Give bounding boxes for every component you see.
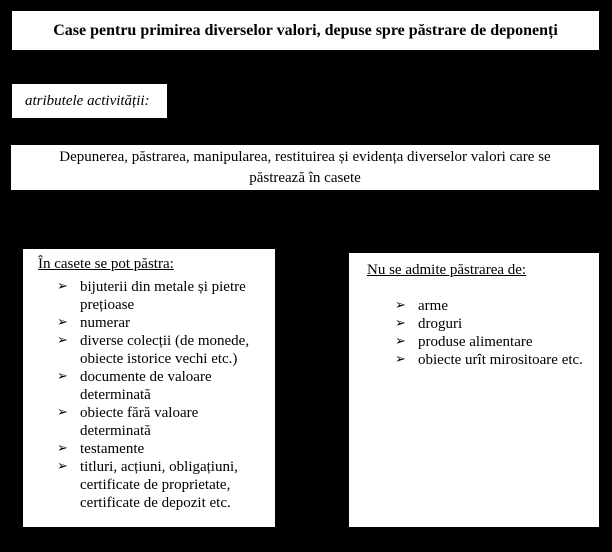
list-item bbox=[38, 458, 267, 512]
list-item bbox=[38, 314, 267, 332]
allowed-items-list bbox=[38, 278, 267, 512]
arrow-bullet-icon: ➢ bbox=[57, 369, 68, 384]
list-item-text: droguri bbox=[418, 316, 463, 332]
list-item-text: obiecte urît mirositoare etc. bbox=[418, 352, 583, 368]
list-item-text: testamente bbox=[80, 441, 145, 457]
arrow-bullet-icon: ➢ bbox=[57, 279, 68, 294]
forbidden-items-box bbox=[349, 253, 599, 527]
description-box bbox=[11, 145, 599, 190]
arrow-bullet-icon: ➢ bbox=[57, 333, 68, 348]
arrow-bullet-icon: ➢ bbox=[57, 441, 68, 456]
attribute-label-text: atributele activității: bbox=[25, 92, 150, 109]
list-item bbox=[38, 332, 267, 368]
list-item bbox=[38, 404, 267, 440]
list-item bbox=[367, 297, 591, 315]
list-item-text: documente de valoare determinată bbox=[80, 369, 212, 403]
list-item-text: arme bbox=[418, 298, 448, 314]
title-text: Case pentru primirea diverselor valori, depuse spre păstrare de deponenți bbox=[53, 21, 558, 39]
arrow-bullet-icon: ➢ bbox=[395, 298, 406, 313]
arrow-bullet-icon: ➢ bbox=[395, 316, 406, 331]
forbidden-items-heading: Nu se admite păstrarea de: bbox=[367, 262, 527, 278]
list-item bbox=[38, 440, 267, 458]
arrow-bullet-icon: ➢ bbox=[395, 352, 406, 367]
list-item bbox=[38, 368, 267, 404]
list-item-text: obiecte fără valoare determinată bbox=[80, 405, 199, 439]
list-item-text: produse alimentare bbox=[418, 334, 533, 350]
list-item bbox=[38, 278, 267, 314]
allowed-items-heading: În casete se pot păstra: bbox=[38, 256, 174, 272]
arrow-bullet-icon: ➢ bbox=[57, 315, 68, 330]
list-item bbox=[367, 333, 591, 351]
allowed-items-box bbox=[23, 249, 275, 527]
list-item bbox=[367, 351, 591, 369]
attribute-label-box bbox=[12, 84, 167, 118]
arrow-bullet-icon: ➢ bbox=[395, 334, 406, 349]
list-item-text: numerar bbox=[80, 315, 130, 331]
list-item bbox=[367, 315, 591, 333]
list-item-text: bijuterii din metale și pietre prețioase bbox=[80, 279, 246, 313]
arrow-bullet-icon: ➢ bbox=[57, 459, 68, 474]
list-item-text: titluri, acțiuni, obligațiuni, certificate de proprietate, certificate de depozit etc. bbox=[80, 459, 238, 511]
forbidden-items-list bbox=[367, 297, 591, 369]
description-text: Depunerea, păstrarea, manipularea, restituirea și evidența diverselor valori care se păstrează în casete bbox=[59, 148, 551, 186]
title-box bbox=[12, 11, 599, 50]
list-item-text: diverse colecții (de monede, obiecte istorice vechi etc.) bbox=[80, 333, 250, 367]
arrow-bullet-icon: ➢ bbox=[57, 405, 68, 420]
